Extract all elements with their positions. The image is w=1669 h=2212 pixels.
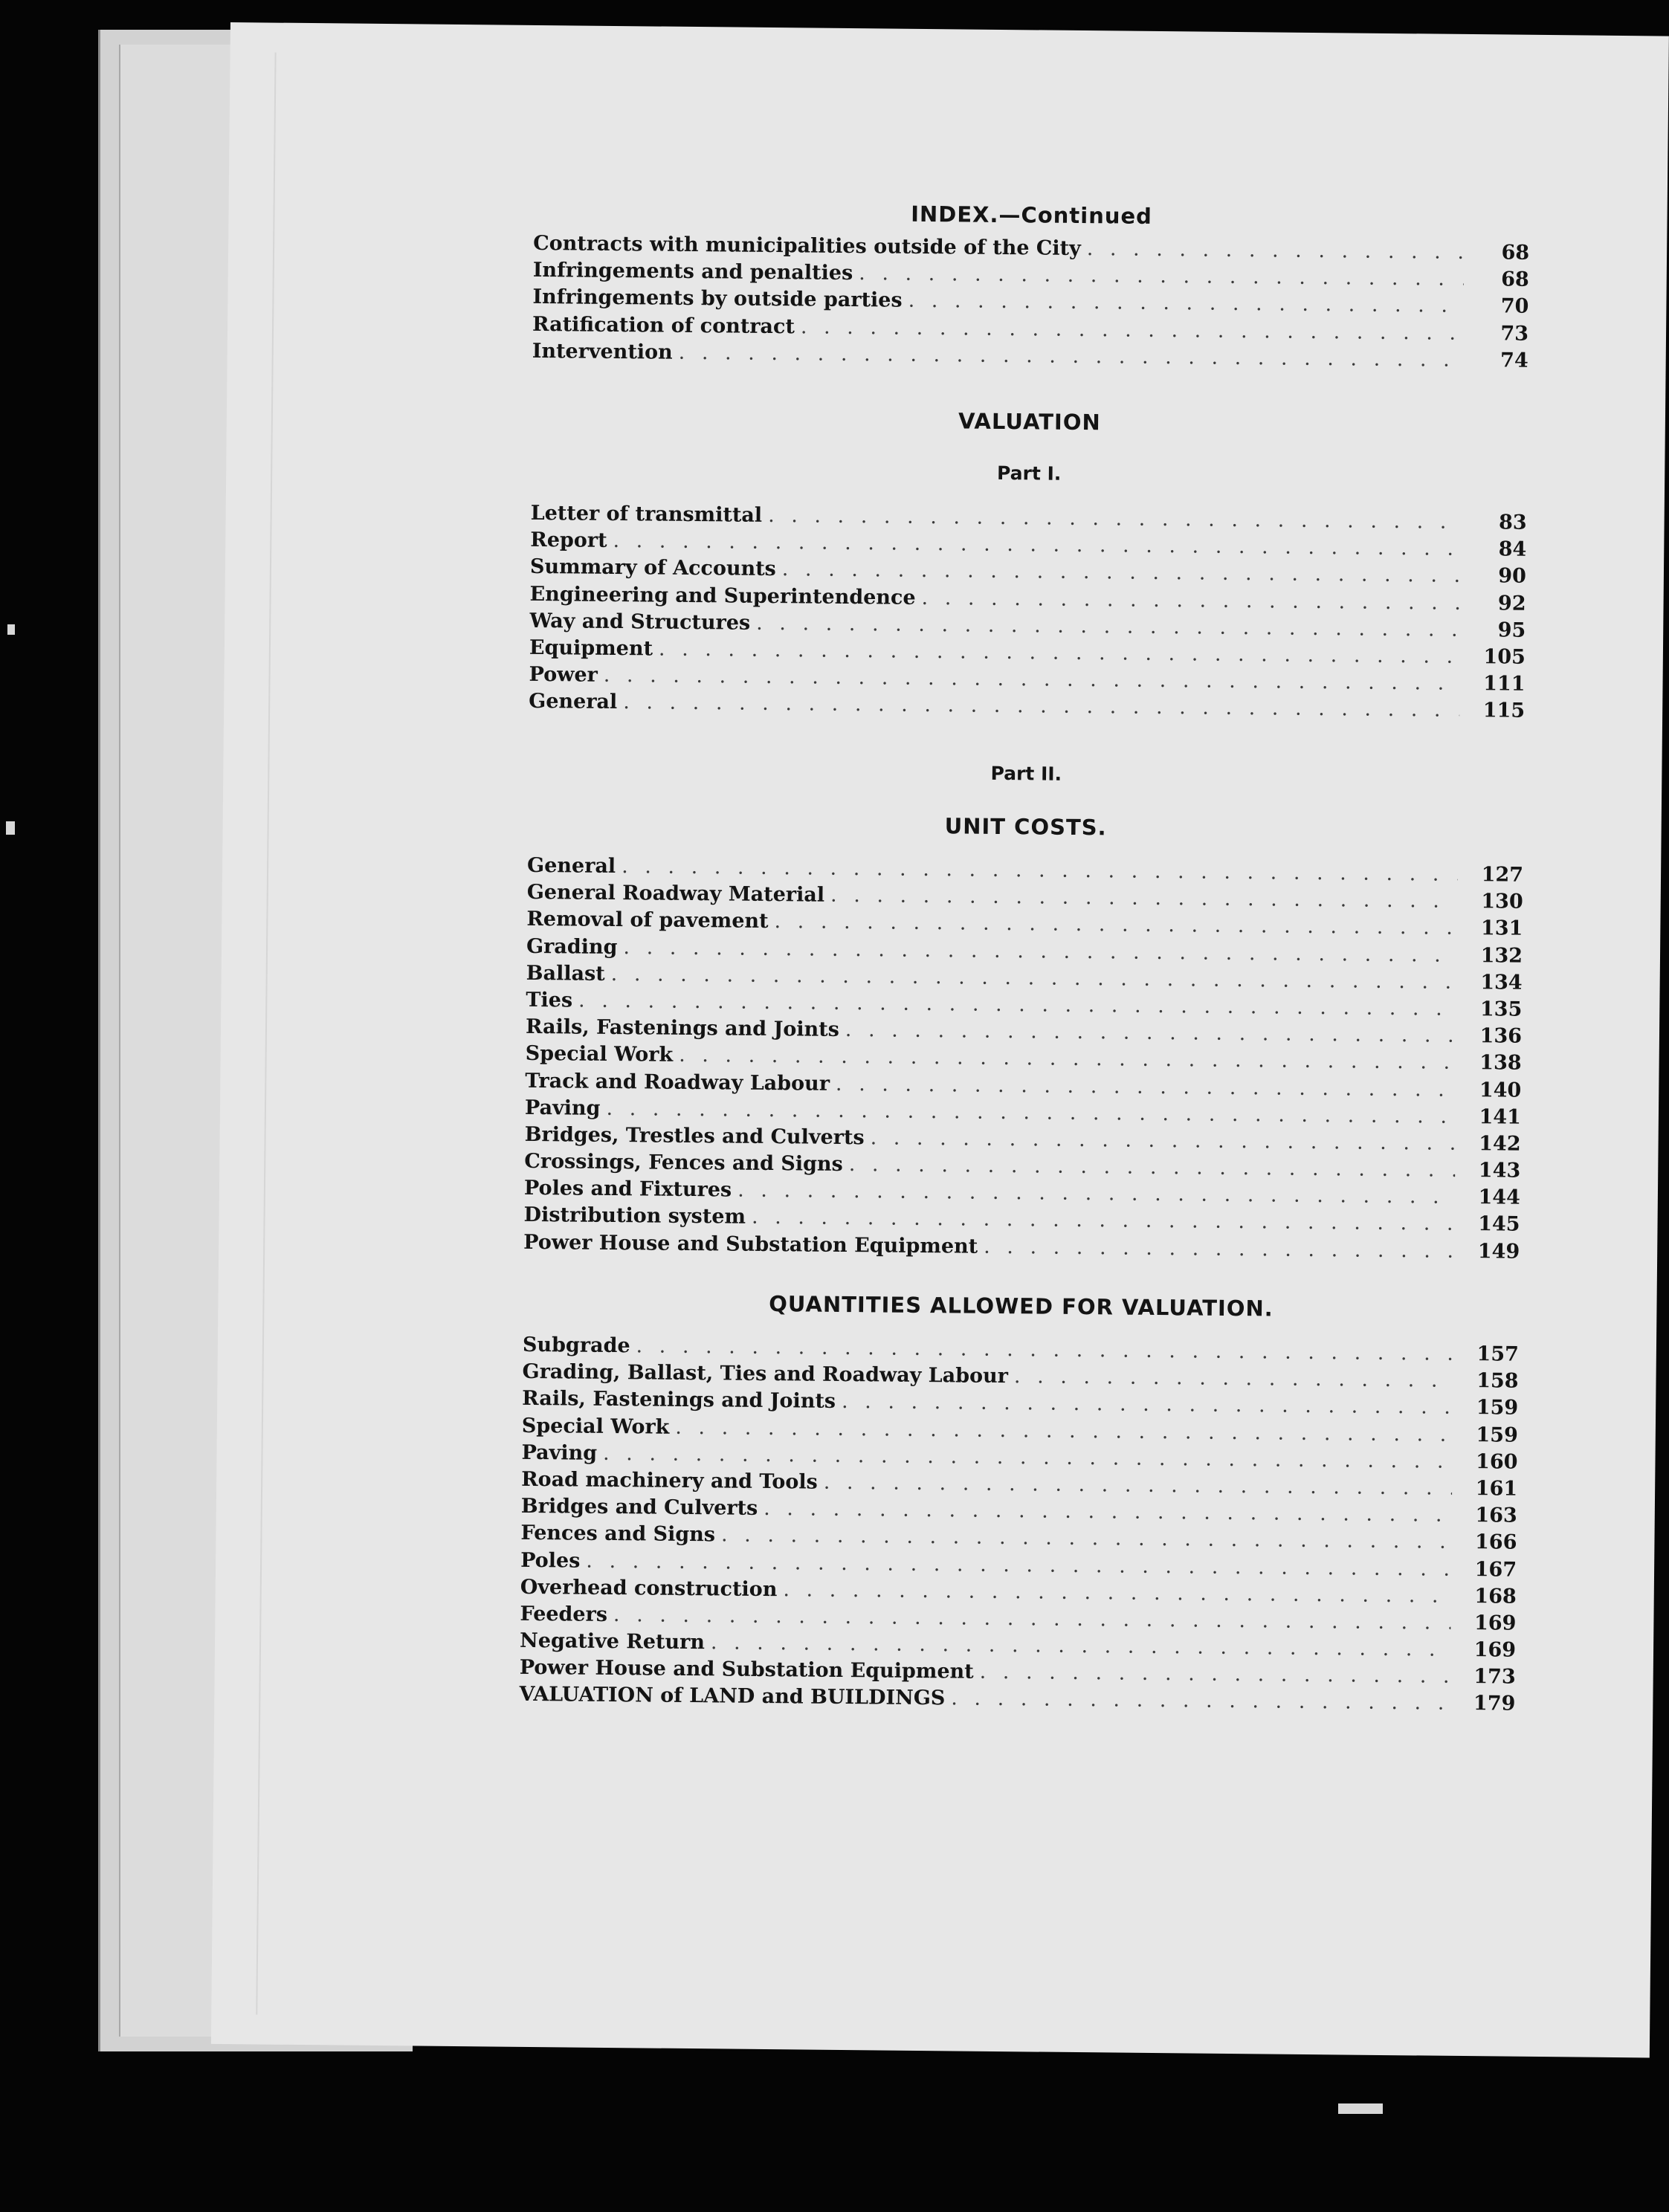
dot-leader <box>845 1018 1456 1047</box>
toc-entry-label: Ballast <box>526 961 605 986</box>
dot-leader <box>984 1235 1454 1262</box>
toc-entry-label: Infringements and penalties <box>532 259 853 285</box>
toc-page-number: 144 <box>1478 1186 1521 1209</box>
scan-speck <box>6 821 15 835</box>
toc-page-number: 105 <box>1483 645 1526 669</box>
toc-entry-label: General Roadway Material <box>526 881 825 907</box>
toc-entry-label: Grading, Ballast, Ties and Roadway Labour <box>522 1360 1009 1388</box>
contracts-section <box>532 232 1530 376</box>
toc-page-number: 159 <box>1476 1396 1519 1420</box>
toc-page-number: 145 <box>1478 1212 1520 1237</box>
toc-entry-label: Bridges and Culverts <box>520 1494 758 1521</box>
toc-entry-label: Crossings, Fences and Signs <box>524 1149 843 1177</box>
dot-leader <box>1014 1365 1453 1392</box>
toc-entry-label: VALUATION of LAND and BUILDINGS <box>519 1683 946 1710</box>
dot-leader <box>921 586 1460 615</box>
toc-entry-label: Infringements by outside parties <box>532 285 903 313</box>
quantities-heading: QUANTITIES ALLOWED FOR VALUATION. <box>769 1291 1273 1322</box>
toc-entry-label: Overhead construction <box>520 1575 778 1601</box>
toc-entry-label: Poles and Fixtures <box>523 1177 732 1202</box>
toc-entry-label: Contracts with municipalities outside of the City <box>533 231 1081 260</box>
index-title-block <box>533 198 1529 233</box>
toc-entry-label: Way and Structures <box>529 609 751 635</box>
toc-entry-label: Track and Roadway Labour <box>525 1069 830 1096</box>
dot-leader <box>1087 237 1465 264</box>
toc-entry-label: Subgrade <box>522 1333 630 1358</box>
valuation-section <box>529 404 1528 726</box>
dot-leader <box>871 1126 1456 1155</box>
index-title: INDEX.—Continued <box>911 201 1153 229</box>
toc-entry-label: Grading <box>526 934 618 959</box>
toc-page-number: 179 <box>1473 1692 1516 1716</box>
dot-leader <box>842 1390 1453 1419</box>
toc-page-number: 157 <box>1476 1342 1520 1366</box>
toc-entry-label: Rails, Fastenings and Joints <box>525 1015 840 1042</box>
toc-page-number: 68 <box>1501 241 1530 265</box>
toc-page-number: 142 <box>1479 1132 1521 1156</box>
toc-page-number: 149 <box>1477 1239 1520 1264</box>
toc-page-number: 83 <box>1498 511 1527 534</box>
unit-costs-heading: UNIT COSTS. <box>944 813 1107 841</box>
valuation-list <box>529 502 1527 726</box>
toc-entry-label: Feeders <box>520 1602 608 1626</box>
toc-entry-label: Ratification of contract <box>532 312 795 338</box>
toc-page-number: 131 <box>1480 916 1523 941</box>
dot-leader <box>622 855 1458 886</box>
toc-entry-label: Report <box>530 528 607 553</box>
toc-entry-label: Road machinery and Tools <box>521 1467 818 1494</box>
dot-leader <box>908 289 1464 317</box>
toc-page-number: 160 <box>1475 1449 1518 1474</box>
toc-entry-label: Summary of Accounts <box>529 555 776 581</box>
toc-page-number: 132 <box>1480 943 1523 968</box>
toc-entry-label: Distribution system <box>523 1203 746 1229</box>
toc-page-number: 167 <box>1474 1557 1517 1582</box>
toc-page-number: 130 <box>1481 890 1523 913</box>
toc-entry-label: Engineering and Superintendence <box>529 582 916 609</box>
toc-page-number: 161 <box>1475 1477 1518 1501</box>
toc-entry-label: Negative Return <box>519 1629 706 1655</box>
toc-page-number: 74 <box>1499 349 1528 372</box>
index-page <box>211 22 1669 2057</box>
toc-entry-label: Poles <box>520 1548 581 1573</box>
valuation-heading: VALUATION <box>958 408 1101 436</box>
dot-leader <box>859 262 1464 291</box>
toc-entry-label: Removal of pavement <box>526 908 769 934</box>
toc-entry-label: General <box>526 853 616 879</box>
dot-leader <box>849 1153 1456 1182</box>
toc-page-number: 158 <box>1476 1369 1519 1393</box>
toc-entry-label: Special Work <box>525 1042 674 1067</box>
toc-page-number: 168 <box>1474 1584 1517 1608</box>
toc-entry-label: Equipment <box>529 636 653 661</box>
toc-page-number: 68 <box>1501 268 1529 291</box>
toc-entry-label: Rails, Fastenings and Joints <box>522 1387 836 1414</box>
toc-page-number: 92 <box>1497 591 1526 615</box>
toc-page-number: 169 <box>1473 1611 1517 1635</box>
toc-entry-label: Bridges, Trestles and Culverts <box>524 1122 865 1150</box>
toc-page-number: 95 <box>1497 618 1526 642</box>
quantities-section <box>519 1289 1519 1719</box>
toc-entry-label: Intervention <box>532 339 673 364</box>
toc-page-number: 141 <box>1479 1105 1522 1129</box>
dot-leader <box>836 1072 1456 1101</box>
part2-heading: Part II. <box>990 762 1062 785</box>
scan-speck <box>7 624 15 635</box>
toc-entry-label: Paving <box>521 1440 598 1465</box>
toc-page-number: 135 <box>1479 997 1523 1021</box>
toc-entry-label: General <box>529 690 618 714</box>
toc-page-number: 127 <box>1481 863 1524 887</box>
toc-page-number: 143 <box>1478 1159 1521 1183</box>
toc-page-number: 159 <box>1476 1423 1518 1447</box>
toc-page-number: 163 <box>1475 1504 1517 1527</box>
toc-page-number: 70 <box>1500 294 1529 319</box>
toc-entry-label: Power <box>529 663 598 687</box>
dot-leader <box>951 1687 1450 1715</box>
toc-page-number: 166 <box>1474 1530 1517 1555</box>
dot-leader <box>636 1334 1453 1365</box>
toc-entry-label: Special Work <box>521 1414 670 1439</box>
toc-entry-label: Power House and Substation Equipment <box>523 1230 978 1258</box>
dot-leader <box>768 504 1462 534</box>
dot-leader <box>980 1660 1450 1688</box>
toc-page-number: 134 <box>1480 970 1523 995</box>
toc-page-number: 138 <box>1479 1051 1522 1076</box>
toc-page-number: 169 <box>1473 1638 1517 1662</box>
toc-page-number: 115 <box>1482 699 1526 723</box>
toc-page-number: 90 <box>1498 564 1527 589</box>
contracts-list <box>532 232 1530 376</box>
toc-page-number: 73 <box>1500 321 1529 346</box>
unit-costs-section <box>523 758 1524 1267</box>
toc-page-number: 173 <box>1473 1665 1516 1689</box>
unit-costs-list <box>523 854 1523 1267</box>
toc-page-number: 136 <box>1479 1024 1523 1048</box>
toc-page-number: 140 <box>1479 1078 1522 1102</box>
toc-entry-label: Paving <box>524 1096 601 1120</box>
scan-speck <box>1338 2103 1383 2114</box>
toc-entry-label: Letter of transmittal <box>530 501 763 527</box>
toc-page-number: 111 <box>1483 672 1526 696</box>
toc-entry-label: Ties <box>526 988 573 1012</box>
part1-heading: Part I. <box>996 462 1062 485</box>
quantities-list <box>519 1333 1519 1719</box>
toc-entry-label: Fences and Signs <box>520 1521 716 1547</box>
toc-page-number: 84 <box>1498 537 1527 561</box>
toc-entry-label: Power House and Substation Equipment <box>519 1656 974 1684</box>
